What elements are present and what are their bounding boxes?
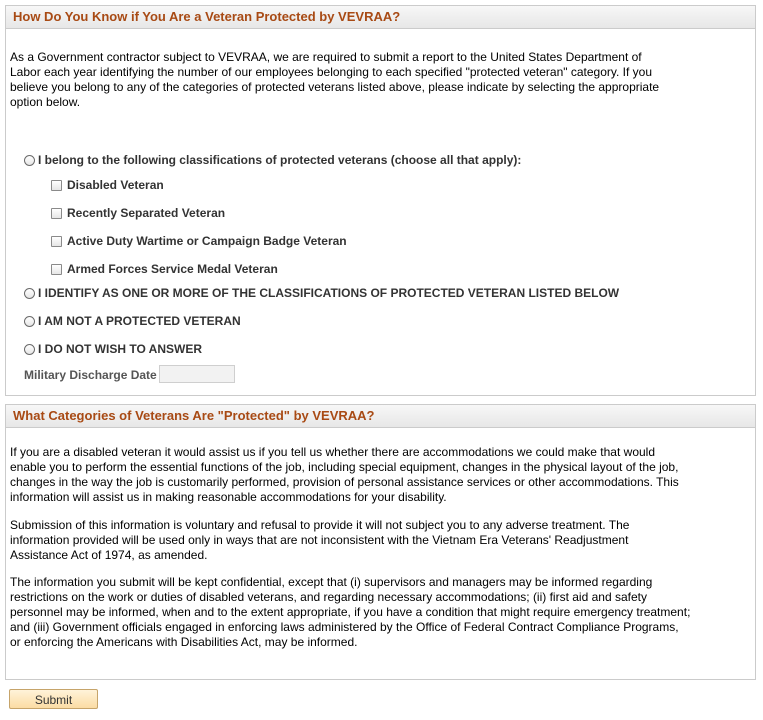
accommodation-paragraph (10, 445, 710, 505)
radio-option-belong[interactable] (24, 153, 521, 167)
radio-label: I belong to the following classifications of protected veterans (choose all that apply): (38, 153, 522, 167)
intro-line: believe you belong to any of the categories of protected veterans listed above, please indicate by selecting the appropriate (10, 80, 660, 94)
paragraph-line: personnel may be informed, when and to the extent appropriate, if you have a condition that might require emergency treatment; (10, 605, 691, 619)
intro-line: option below. (10, 95, 81, 109)
paragraph-line: and (iii) Government officials engaged in enforcing laws administered by the Office of Federal Contract Compliance Programs, (10, 620, 679, 634)
checkbox[interactable] (51, 180, 62, 191)
radio-button[interactable] (24, 316, 35, 327)
confidentiality-paragraph (10, 575, 710, 650)
intro-paragraph (10, 50, 710, 110)
checkbox-label: Active Duty Wartime or Campaign Badge Veteran (67, 234, 347, 248)
radio-option-identify[interactable] (24, 286, 619, 300)
discharge-date-label: Military Discharge Date (24, 368, 157, 382)
paragraph-line: enable you to perform the essential functions of the job, including special equipment, changes in the physical layout of the job, (10, 460, 679, 474)
paragraph-line: changes in the way the job is customarily performed, provision of personal assistance services or other accommodations. This (10, 475, 679, 489)
radio-button[interactable] (24, 155, 35, 166)
paragraph-line: information will assist us in making reasonable accommodations for your disability. (10, 490, 447, 504)
section-title: What Categories of Veterans Are "Protected" by VEVRAA? (6, 405, 755, 428)
paragraph-line: If you are a disabled veteran it would assist us if you tell us whether there are accommodations we could make that would (10, 445, 656, 459)
radio-button[interactable] (24, 344, 35, 355)
vevraa-protected-panel (5, 5, 756, 396)
paragraph-line: information provided will be used only in ways that are not inconsistent with the Vietnam Era Veterans' Readjustment (10, 533, 629, 547)
checkbox[interactable] (51, 236, 62, 247)
discharge-date-input[interactable] (159, 365, 235, 383)
intro-line: Labor each year identifying the number of our employees belonging to each specified "protected veteran" category. If you (10, 65, 653, 79)
submit-button[interactable]: Submit (9, 689, 98, 709)
section-title: How Do You Know if You Are a Veteran Protected by VEVRAA? (6, 6, 755, 29)
vevraa-categories-panel (5, 404, 756, 680)
checkbox-label: Disabled Veteran (67, 178, 164, 192)
radio-label: I IDENTIFY AS ONE OR MORE OF THE CLASSIFICATIONS OF PROTECTED VETERAN LISTED BELOW (38, 286, 620, 300)
paragraph-line: or enforcing the Americans with Disabilities Act, may be informed. (10, 635, 358, 649)
checkbox-label: Recently Separated Veteran (67, 206, 226, 220)
checkbox[interactable] (51, 264, 62, 275)
radio-option-not-protected[interactable] (24, 314, 241, 328)
checkbox[interactable] (51, 208, 62, 219)
paragraph-line: Submission of this information is voluntary and refusal to provide it will not subject you to any adverse treatment. The (10, 518, 630, 532)
radio-label: I DO NOT WISH TO ANSWER (38, 342, 202, 356)
checkbox-disabled-veteran[interactable] (51, 178, 164, 192)
checkbox-active-duty[interactable] (51, 234, 347, 248)
radio-button[interactable] (24, 288, 35, 299)
radio-label: I AM NOT A PROTECTED VETERAN (38, 314, 241, 328)
checkbox-recently-separated[interactable] (51, 206, 225, 220)
intro-line: As a Government contractor subject to VEVRAA, we are required to submit a report to the United States Department of (10, 50, 642, 64)
paragraph-line: Assistance Act of 1974, as amended. (10, 548, 208, 562)
radio-option-no-answer[interactable] (24, 342, 202, 356)
paragraph-line: restrictions on the work or duties of disabled veterans, and regarding necessary accommodations; (ii) first aid and safety (10, 590, 647, 604)
checkbox-armed-forces[interactable] (51, 262, 278, 276)
checkbox-label: Armed Forces Service Medal Veteran (67, 262, 278, 276)
voluntary-paragraph (10, 518, 710, 563)
paragraph-line: The information you submit will be kept confidential, except that (i) supervisors and managers may be informed regarding (10, 575, 653, 589)
